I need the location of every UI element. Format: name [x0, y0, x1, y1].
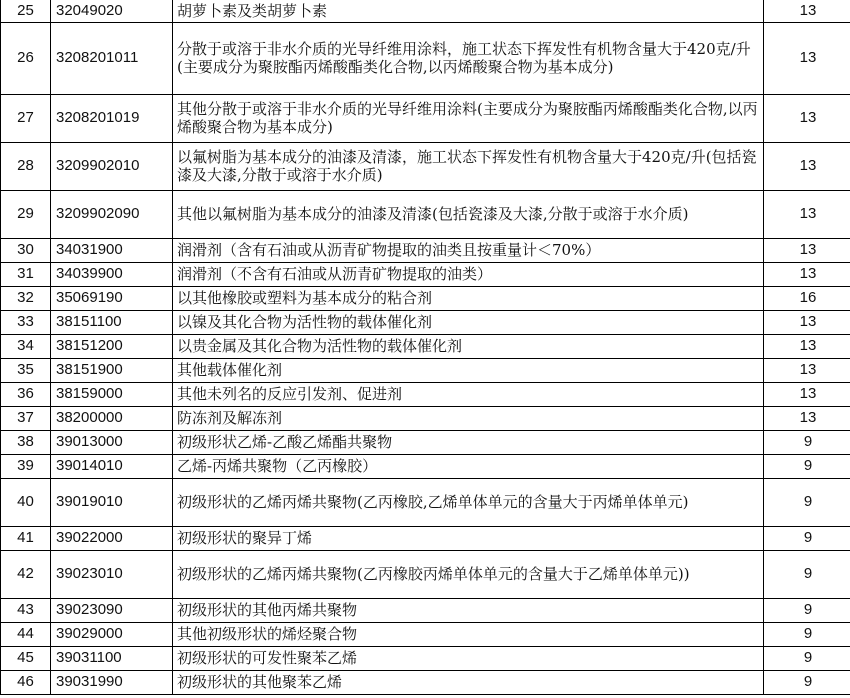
rebate-rate: 13 [764, 358, 850, 382]
product-description: 分散于或溶于非水介质的光导纤维用涂料，施工状态下挥发性有机物含量大于420克/升(主要成分为聚胺酯丙烯酸酯类化合物,以丙烯酸聚合物为基本成分) [173, 22, 764, 94]
rebate-rate: 9 [764, 478, 850, 526]
row-number: 40 [1, 478, 51, 526]
table-row [1, 550, 850, 598]
hs-code: 39022000 [51, 526, 173, 550]
rebate-rate: 13 [764, 94, 850, 142]
table-row [1, 430, 850, 454]
rebate-rate: 9 [764, 598, 850, 622]
product-description: 以镍及其化合物为活性物的载体催化剂 [173, 310, 764, 334]
hs-code: 39023090 [51, 598, 173, 622]
tariff-table-body [1, 0, 850, 694]
row-number: 42 [1, 550, 51, 598]
row-number: 31 [1, 262, 51, 286]
rebate-rate: 9 [764, 646, 850, 670]
rebate-rate: 13 [764, 0, 850, 22]
rebate-rate: 13 [764, 190, 850, 238]
table-row [1, 598, 850, 622]
row-number: 34 [1, 334, 51, 358]
product-description: 初级形状乙烯-乙酸乙烯酯共聚物 [173, 430, 764, 454]
rebate-rate: 9 [764, 454, 850, 478]
row-number: 46 [1, 670, 51, 694]
rebate-rate: 13 [764, 310, 850, 334]
table-row [1, 334, 850, 358]
row-number: 30 [1, 238, 51, 262]
hs-code: 38151200 [51, 334, 173, 358]
product-description: 其他分散于或溶于非水介质的光导纤维用涂料(主要成分为聚胺酯丙烯酸酯类化合物,以丙烯酸聚合物为基本成分) [173, 94, 764, 142]
table-row [1, 238, 850, 262]
row-number: 39 [1, 454, 51, 478]
hs-code: 34031900 [51, 238, 173, 262]
hs-code: 34039900 [51, 262, 173, 286]
product-description: 防冻剂及解冻剂 [173, 406, 764, 430]
rebate-rate: 9 [764, 622, 850, 646]
table-row [1, 94, 850, 142]
product-description: 初级形状的可发性聚苯乙烯 [173, 646, 764, 670]
table-row [1, 646, 850, 670]
rebate-rate: 13 [764, 382, 850, 406]
hs-code: 38151900 [51, 358, 173, 382]
hs-code: 39013000 [51, 430, 173, 454]
product-description: 初级形状的其他丙烯共聚物 [173, 598, 764, 622]
table-row [1, 382, 850, 406]
table-row [1, 406, 850, 430]
row-number: 33 [1, 310, 51, 334]
table-row [1, 310, 850, 334]
row-number: 45 [1, 646, 51, 670]
table-row [1, 478, 850, 526]
hs-code: 3208201011 [51, 22, 173, 94]
row-number: 29 [1, 190, 51, 238]
table-row [1, 142, 850, 190]
product-description: 润滑剂（含有石油或从沥青矿物提取的油类且按重量计＜70%） [173, 238, 764, 262]
table-row [1, 670, 850, 694]
hs-code: 39019010 [51, 478, 173, 526]
rebate-rate: 13 [764, 238, 850, 262]
product-description: 乙烯-丙烯共聚物（乙丙橡胶） [173, 454, 764, 478]
hs-code: 3208201019 [51, 94, 173, 142]
product-description: 其他初级形状的烯烃聚合物 [173, 622, 764, 646]
rebate-rate: 9 [764, 670, 850, 694]
row-number: 36 [1, 382, 51, 406]
hs-code: 39023010 [51, 550, 173, 598]
row-number: 41 [1, 526, 51, 550]
product-description: 初级形状的聚异丁烯 [173, 526, 764, 550]
table-row [1, 0, 850, 22]
product-description: 其他以氟树脂为基本成分的油漆及清漆(包括瓷漆及大漆,分散于或溶于水介质) [173, 190, 764, 238]
product-description: 胡萝卜素及类胡萝卜素 [173, 0, 764, 22]
row-number: 44 [1, 622, 51, 646]
table-row [1, 622, 850, 646]
table-row [1, 190, 850, 238]
row-number: 38 [1, 430, 51, 454]
table-row [1, 286, 850, 310]
hs-code: 39029000 [51, 622, 173, 646]
product-description: 初级形状的其他聚苯乙烯 [173, 670, 764, 694]
row-number: 35 [1, 358, 51, 382]
row-number: 37 [1, 406, 51, 430]
rebate-rate: 16 [764, 286, 850, 310]
hs-code: 3209902090 [51, 190, 173, 238]
hs-code: 32049020 [51, 0, 173, 22]
hs-code: 3209902010 [51, 142, 173, 190]
rebate-rate: 13 [764, 142, 850, 190]
row-number: 32 [1, 286, 51, 310]
product-description: 以贵金属及其化合物为活性物的载体催化剂 [173, 334, 764, 358]
product-description: 以氟树脂为基本成分的油漆及清漆，施工状态下挥发性有机物含量大于420克/升(包括瓷漆及大漆,分散于或溶于水介质) [173, 142, 764, 190]
product-description: 其他未列名的反应引发剂、促进剂 [173, 382, 764, 406]
table-row [1, 22, 850, 94]
product-description: 以其他橡胶或塑料为基本成分的粘合剂 [173, 286, 764, 310]
product-description: 初级形状的乙烯丙烯共聚物(乙丙橡胶,乙烯单体单元的含量大于丙烯单体单元) [173, 478, 764, 526]
rebate-rate: 9 [764, 526, 850, 550]
hs-code: 35069190 [51, 286, 173, 310]
rebate-rate: 9 [764, 550, 850, 598]
row-number: 27 [1, 94, 51, 142]
hs-code: 38200000 [51, 406, 173, 430]
table-row [1, 358, 850, 382]
rebate-rate: 9 [764, 430, 850, 454]
row-number: 43 [1, 598, 51, 622]
rebate-rate: 13 [764, 406, 850, 430]
rebate-rate: 13 [764, 262, 850, 286]
product-description: 初级形状的乙烯丙烯共聚物(乙丙橡胶丙烯单体单元的含量大于乙烯单体单元)) [173, 550, 764, 598]
row-number: 25 [1, 0, 51, 22]
table-row [1, 454, 850, 478]
row-number: 28 [1, 142, 51, 190]
table-row [1, 262, 850, 286]
hs-code: 39031100 [51, 646, 173, 670]
table-row [1, 526, 850, 550]
hs-code: 38159000 [51, 382, 173, 406]
rebate-rate: 13 [764, 334, 850, 358]
hs-code: 38151100 [51, 310, 173, 334]
row-number: 26 [1, 22, 51, 94]
product-description: 润滑剂（不含有石油或从沥青矿物提取的油类） [173, 262, 764, 286]
product-description: 其他载体催化剂 [173, 358, 764, 382]
hs-code: 39031990 [51, 670, 173, 694]
rebate-rate: 13 [764, 22, 850, 94]
hs-code: 39014010 [51, 454, 173, 478]
